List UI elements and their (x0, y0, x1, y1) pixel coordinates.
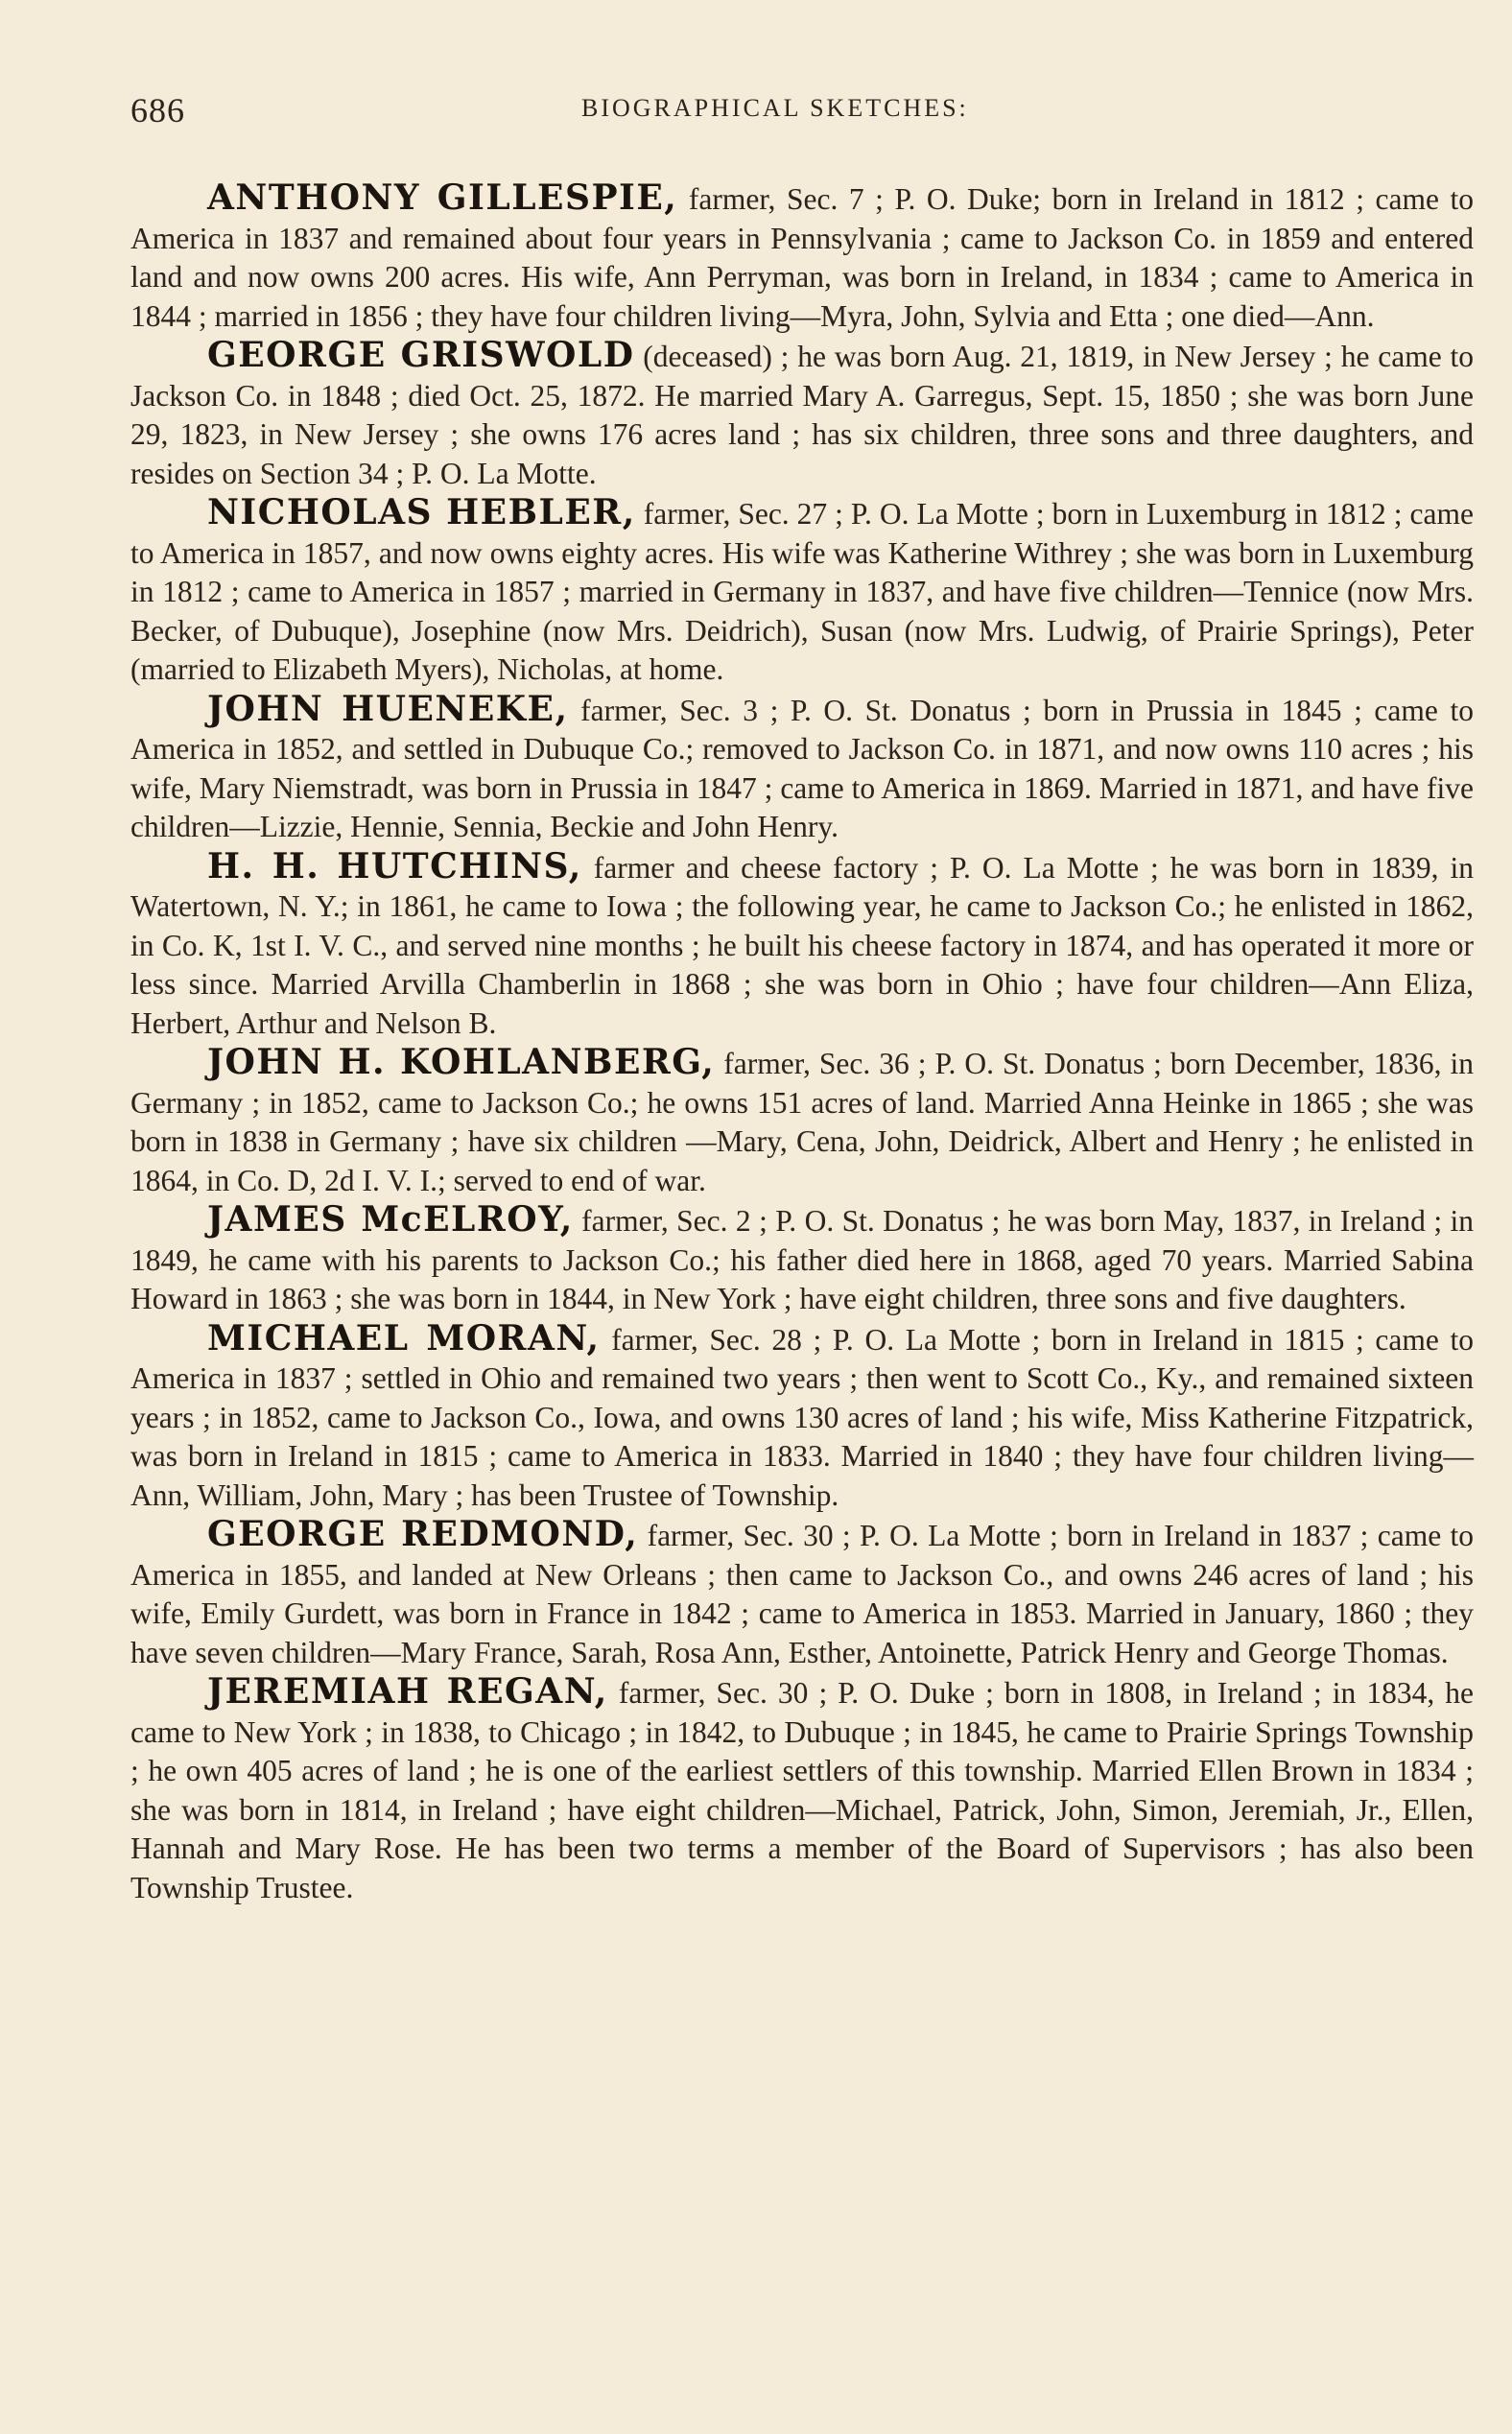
entry-name: JOHN HUENEKE, (207, 688, 569, 729)
entry-text: farmer, Sec. 36 ; P. O. St. Donatus ; born December, 1836, in Germany ; in 1852, came to Jackson Co.; he owns 151 acres of land. Married Anna Heinke in 1865 ; she was born in 1838 in Germany ; have six children —Mary, Cena, John, Deidrick, Albert and Henry ; he enlisted in 1864, in Co. D, 2d I. V. I.; served to end of war. (130, 1047, 1474, 1197)
entry-text: farmer, Sec. 30 ; P. O. La Motte ; born in Ireland in 1837 ; came to America in 1855, and landed at New Orleans ; then came to Jackson Co., and owns 246 acres of land ; his wife, Emily Gurdett, was born in France in 1842 ; came to America in 1853. Married in January, 1860 ; they have seven children—Mary France, Sarah, Rosa Ann, Esther, Antoinette, Patrick Henry and George Thomas. (130, 1519, 1474, 1669)
biography-entry (130, 1319, 1474, 1516)
entry-name: GEORGE GRISWOLD (207, 335, 635, 375)
biography-entry (130, 493, 1474, 690)
entry-text: farmer, Sec. 28 ; P. O. La Motte ; born in Ireland in 1815 ; came to America in 1837 ; settled in Ohio and remained two years ; then went to Scott Co., Ky., and remained sixteen years ; in 1852, came to Jackson Co., Iowa, and owns 130 acres of land ; his wife, Miss Katherine Fitzpatrick, was born in Ireland in 1815 ; came to America in 1833. Married in 1840 ; they have four children living—Ann, William, John, Mary ; has been Trustee of Township. (130, 1322, 1474, 1512)
biographical-entries (130, 178, 1474, 1907)
entry-name: JEREMIAH REGAN, (207, 1671, 608, 1712)
biography-entry (130, 690, 1474, 847)
biography-entry (130, 178, 1474, 336)
entry-text: (deceased) ; he was born Aug. 21, 1819, in New Jersey ; he came to Jackson Co. in 1848 ; died Oct. 25, 1872. He married Mary A. Garregus, Sept. 15, 1850 ; she was born June 29, 1823, in New Jersey ; she owns 176 acres land ; has six children, three sons and three daughters, and resides on Section 34 ; P. O. La Motte. (130, 340, 1474, 490)
entry-name: MICHAEL MORAN, (207, 1317, 601, 1359)
entry-name: JOHN H. KOHLANBERG, (207, 1042, 716, 1082)
entry-name: GEORGE REDMOND, (207, 1514, 639, 1554)
book-page (130, 83, 1474, 1907)
section-title: BIOGRAPHICAL SKETCHES: (581, 94, 969, 122)
entry-text: farmer, Sec. 3 ; P. O. St. Donatus ; born in Prussia in 1845 ; came to America in 1852, and settled in Dubuque Co.; removed to Jackson Co. in 1871, and now owns 110 acres ; his wife, Mary Niemstradt, was born in Prussia in 1847 ; came to America in 1869. Married in 1871, and have five children—Lizzie, Hennie, Sennia, Beckie and John Henry. (130, 693, 1474, 843)
entry-name: ANTHONY GILLESPIE, (207, 177, 678, 218)
entry-name: NICHOLAS HEBLER, (207, 492, 636, 532)
biography-entry (130, 1672, 1474, 1907)
running-head (130, 83, 1474, 140)
biography-entry (130, 336, 1474, 493)
entry-text: farmer and cheese factory ; P. O. La Motte ; he was born in 1839, in Watertown, N. Y.; in 1861, he came to Iowa ; the following year, he came to Jackson Co.; he enlisted in 1862, in Co. K, 1st I. V. C., and served nine months ; he built his cheese factory in 1874, and has operated it more or less since. Married Arvilla Chamberlin in 1868 ; she was born in Ohio ; have four children—Ann Eliza, Herbert, Arthur and Nelson B. (130, 850, 1475, 1040)
biography-entry (130, 847, 1474, 1044)
entry-text: farmer, Sec. 2 ; P. O. St. Donatus ; he was born May, 1837, in Ireland ; in 1849, he came with his parents to Jackson Co.; his father died here in 1868, aged 70 years. Married Sabina Howard in 1863 ; she was born in 1844, in New York ; have eight children, three sons and five daughters. (130, 1204, 1474, 1315)
entry-name: H. H. HUTCHINS, (207, 845, 582, 886)
biography-entry (130, 1200, 1474, 1319)
entry-text: farmer, Sec. 27 ; P. O. La Motte ; born in Luxemburg in 1812 ; came to America in 1857, and now owns eighty acres. His wife was Katherine Withrey ; she was born in Luxemburg in 1812 ; came to America in 1857 ; married in Germany in 1837, and have five children—Tennice (now Mrs. Becker, of Dubuque), Josephine (now Mrs. Deidrich), Susan (now Mrs. Ludwig, of Prairie Springs), Peter (married to Elizabeth Myers), Nicholas, at home. (130, 497, 1474, 686)
entry-name: JAMES McELROY, (207, 1199, 574, 1240)
page-number: 686 (130, 91, 185, 130)
entry-text: farmer, Sec. 7 ; P. O. Duke; born in Ireland in 1812 ; came to America in 1837 and remained about four years in Pennsylvania ; came to Jackson Co. in 1859 and entered land and now owns 200 acres. His wife, Ann Perryman, was born in Ireland, in 1834 ; came to America in 1844 ; married in 1856 ; they have four children living—Myra, John, Sylvia and Etta ; one died—Ann. (130, 182, 1474, 333)
entry-text: farmer, Sec. 30 ; P. O. Duke ; born in 1808, in Ireland ; in 1834, he came to New York ; in 1838, to Chicago ; in 1842, to Dubuque ; in 1845, he came to Prairie Springs Township ; he own 405 acres of land ; he is one of the earliest settlers of this township. Married Ellen Brown in 1834 ; she was born in 1814, in Ireland ; have eight children—Michael, Patrick, John, Simon, Jeremiah, Jr., Ellen, Hannah and Mary Rose. He has been two terms a member of the Board of Supervisors ; has also been Township Trustee. (130, 1676, 1474, 1904)
biography-entry (130, 1043, 1474, 1200)
biography-entry (130, 1515, 1474, 1672)
